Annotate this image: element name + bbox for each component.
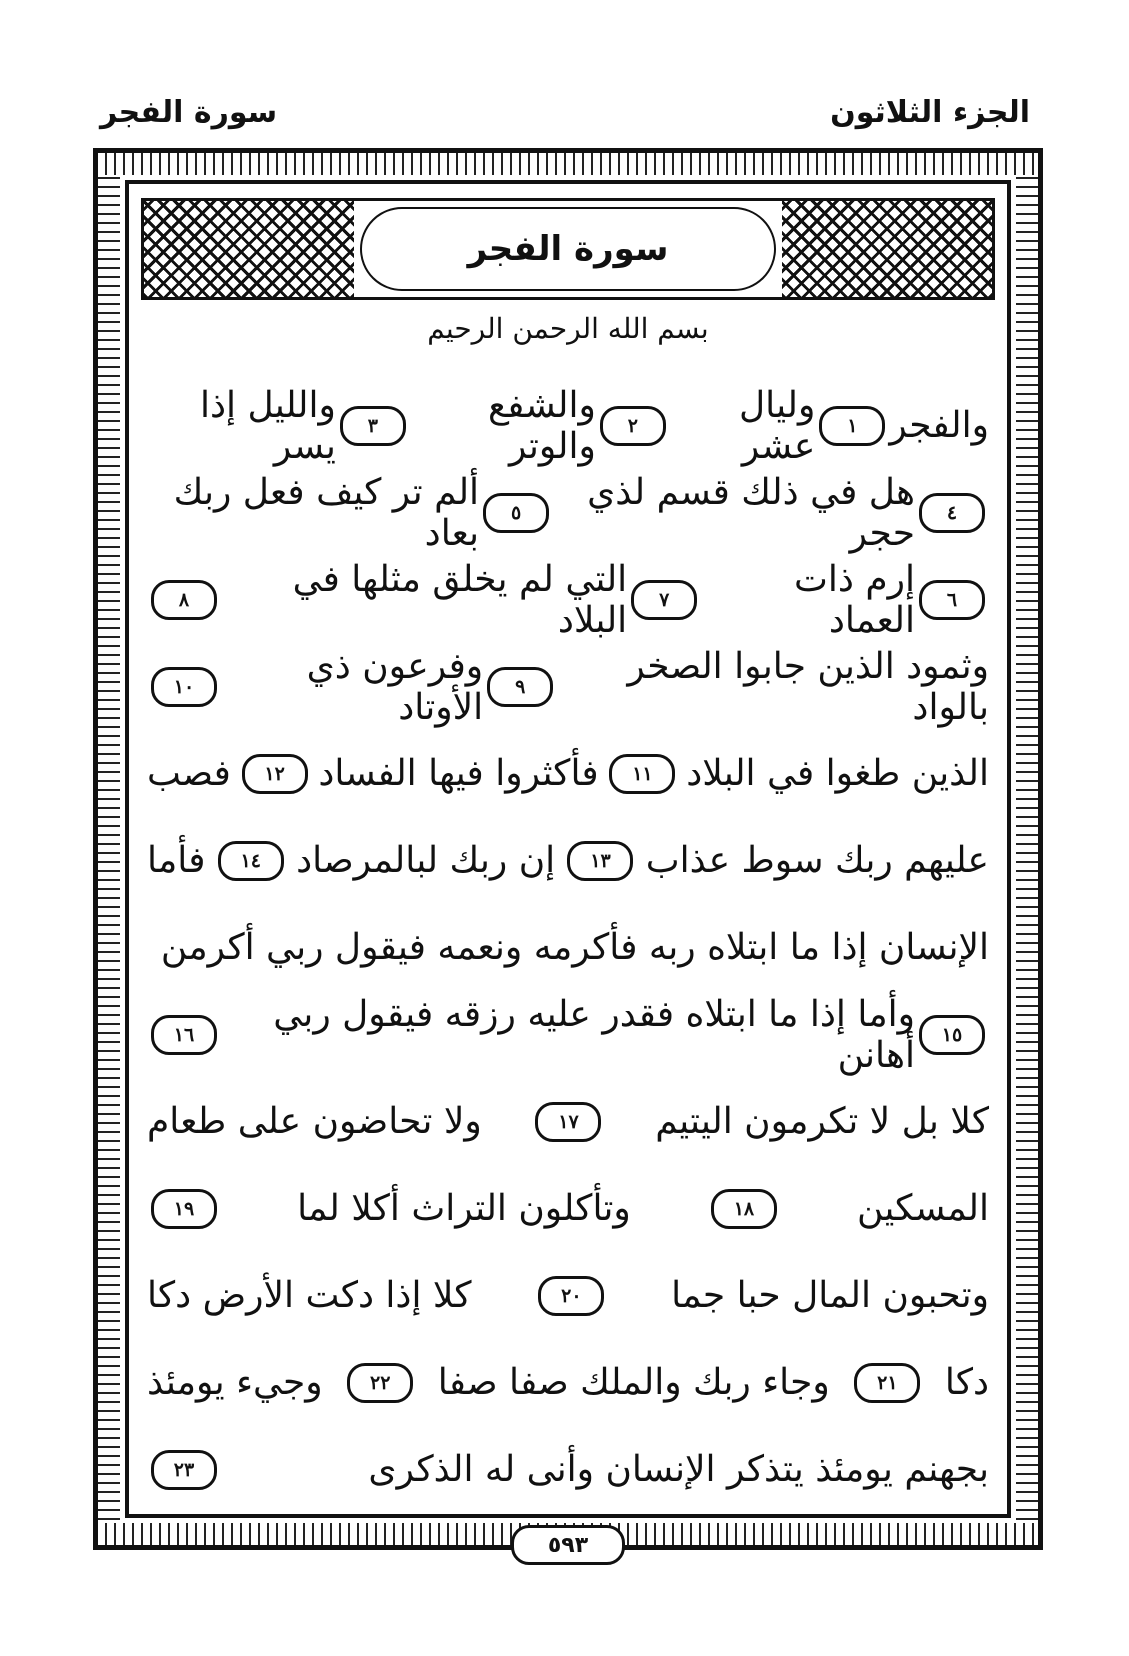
ayah-number-marker: ١٧ xyxy=(535,1102,601,1142)
verse-text: التي لم يخلق مثلها في البلاد xyxy=(292,558,628,641)
verse-text: ألم تر كيف فعل ربك بعاد xyxy=(173,471,480,554)
verse-text: وجاء ربك والملك صفا صفا xyxy=(437,1362,830,1403)
juz-running-title: الجزء الثلاثون xyxy=(830,94,1030,130)
verse-text: وليال عشر xyxy=(738,384,816,467)
running-header xyxy=(100,92,1030,132)
verse-text: وفرعون ذي الأوتاد xyxy=(306,645,484,728)
verse-text: وثمود الذين جابوا الصخر بالواد xyxy=(627,645,989,728)
ayah-number-marker: ٢٠ xyxy=(538,1276,604,1316)
verse-line xyxy=(147,991,989,1078)
verse-text: كلا إذا دكت الأرض دكا xyxy=(147,1275,472,1316)
verse-line xyxy=(147,556,989,643)
ayah-number-marker: ١٠ xyxy=(151,667,217,707)
verse-text: والليل إذا يسر xyxy=(199,384,336,467)
verse-line xyxy=(147,1165,989,1252)
verse-text: الإنسان إذا ما ابتلاه ربه فأكرمه ونعمه فيقول ربي أكرمن xyxy=(160,927,989,968)
verse-text: كلا بل لا تكرمون اليتيم xyxy=(655,1101,989,1142)
text-frame xyxy=(125,180,1011,1518)
verse-text: فأكثروا فيها الفساد xyxy=(318,753,599,794)
ayah-number-marker: ٢ xyxy=(600,406,666,446)
verse-text: وأما إذا ما ابتلاه فقدر عليه رزقه فيقول ربي أهانن xyxy=(273,993,915,1076)
surah-running-title: سورة الفجر xyxy=(100,94,278,130)
ayah-number-marker: ١٦ xyxy=(151,1015,217,1055)
verse-line xyxy=(147,730,989,817)
ayah-number-marker: ٤ xyxy=(919,493,985,533)
verse-text: والشفع والوتر xyxy=(488,384,596,467)
ayah-number-marker: ٥ xyxy=(483,493,549,533)
verse-text: وتحبون المال حبا جما xyxy=(671,1275,989,1316)
right-ornament-icon xyxy=(782,201,992,297)
verse-line xyxy=(147,1426,989,1513)
verse-text: بجهنم يومئذ يتذكر الإنسان وأنى له الذكرى xyxy=(368,1449,989,1490)
ayah-number-marker: ٢٣ xyxy=(151,1450,217,1490)
ayah-number-marker: ١٢ xyxy=(242,754,308,794)
verse-line xyxy=(147,1339,989,1426)
verse-line xyxy=(147,904,989,991)
ayah-number-marker: ١ xyxy=(819,406,885,446)
verse-text: فصب xyxy=(147,753,231,794)
verse-line xyxy=(147,382,989,469)
verse-line xyxy=(147,1078,989,1165)
verse-text: والفجر xyxy=(889,405,989,446)
verse-text: وجيء يومئذ xyxy=(147,1362,323,1403)
surah-title-band xyxy=(141,198,995,300)
verse-text: ولا تحاضون على طعام xyxy=(147,1101,482,1142)
basmala: بسم الله الرحمن الرحيم xyxy=(427,312,709,345)
verse-text: هل في ذلك قسم لذي حجر xyxy=(587,471,915,554)
ayah-number-marker: ١٨ xyxy=(711,1189,777,1229)
ayah-number-marker: ١٣ xyxy=(567,841,633,881)
verse-text: المسكين xyxy=(856,1188,989,1229)
surah-title: سورة الفجر xyxy=(360,207,776,291)
verse-text: الذين طغوا في البلاد xyxy=(686,753,989,794)
verse-line xyxy=(147,1252,989,1339)
verse-line xyxy=(147,643,989,730)
ayah-number-marker: ٢٢ xyxy=(347,1363,413,1403)
ayah-number-marker: ١٥ xyxy=(919,1015,985,1055)
ayah-number-marker: ٢١ xyxy=(854,1363,920,1403)
ayah-number-marker: ٨ xyxy=(151,580,217,620)
verse-text: إن ربك لبالمرصاد xyxy=(296,840,556,881)
verse-text: وتأكلون التراث أكلا لما xyxy=(297,1188,631,1229)
page-number: ٥٩٣ xyxy=(511,1525,625,1565)
left-ornament-icon xyxy=(144,201,354,297)
ayah-number-marker: ٦ xyxy=(919,580,985,620)
verse-text: عليهم ربك سوط عذاب xyxy=(645,840,989,881)
ayah-number-marker: ٧ xyxy=(631,580,697,620)
ayah-number-marker: ١٩ xyxy=(151,1189,217,1229)
page-border xyxy=(93,148,1043,1558)
verses-block xyxy=(147,382,989,1513)
verse-text: فأما xyxy=(147,840,206,881)
ayah-number-marker: ٣ xyxy=(340,406,406,446)
ayah-number-marker: ٩ xyxy=(487,667,553,707)
ayah-number-marker: ١١ xyxy=(609,754,675,794)
verse-line xyxy=(147,817,989,904)
verse-text: دكا xyxy=(944,1362,989,1403)
verse-text: إرم ذات العماد xyxy=(793,558,915,641)
verse-line xyxy=(147,469,989,556)
ayah-number-marker: ١٤ xyxy=(218,841,284,881)
